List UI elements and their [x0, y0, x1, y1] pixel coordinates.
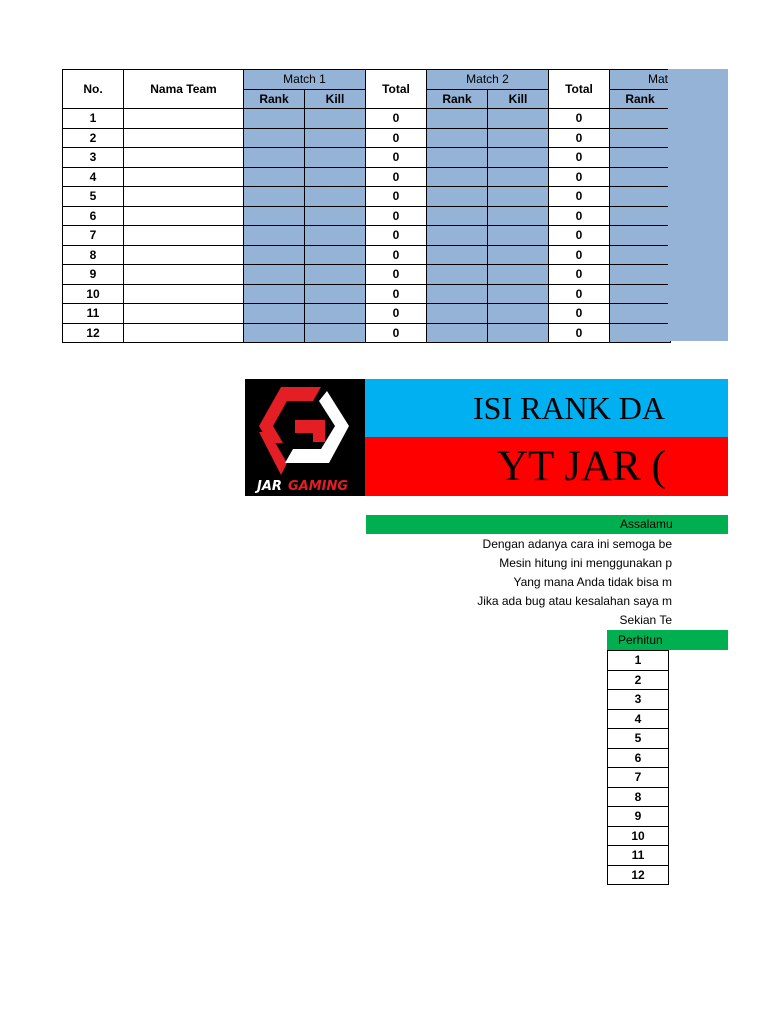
ranking-number: 5: [608, 729, 669, 749]
header-match-2: Match 2: [427, 70, 549, 90]
cell-match1-rank[interactable]: [244, 148, 305, 168]
cell-total-1: 0: [366, 284, 427, 304]
cell-match2-kill[interactable]: [488, 187, 549, 207]
table-row: [63, 128, 671, 148]
header-rank-2: Rank: [427, 89, 488, 109]
header-match-3: Mat: [610, 70, 671, 90]
header-rank-1: Rank: [244, 89, 305, 109]
cell-match1-rank[interactable]: [244, 304, 305, 324]
table-row: [63, 206, 671, 226]
cell-no: 6: [63, 206, 124, 226]
cell-total-2: 0: [549, 284, 610, 304]
cell-match3-rank[interactable]: [610, 187, 671, 207]
cell-team-name[interactable]: [124, 284, 244, 304]
ranking-number: 11: [608, 846, 669, 866]
cell-match1-kill[interactable]: [305, 206, 366, 226]
cell-match1-rank[interactable]: [244, 284, 305, 304]
cell-match2-kill[interactable]: [488, 304, 549, 324]
cell-match2-kill[interactable]: [488, 245, 549, 265]
cell-match1-kill[interactable]: [305, 167, 366, 187]
cell-match2-rank[interactable]: [427, 109, 488, 129]
cell-match2-rank[interactable]: [427, 323, 488, 343]
cell-team-name[interactable]: [124, 265, 244, 285]
cell-match1-rank[interactable]: [244, 187, 305, 207]
table-row: [63, 323, 671, 343]
header-total-1: Total: [366, 70, 427, 109]
ranking-row: [608, 748, 669, 768]
banner-title-top: ISI RANK DA: [365, 379, 728, 437]
cell-match1-rank[interactable]: [244, 206, 305, 226]
header-team-name: Nama Team: [124, 70, 244, 109]
ranking-header-spacer: [608, 630, 669, 651]
cell-total-2: 0: [549, 187, 610, 207]
cell-total-2: 0: [549, 323, 610, 343]
ranking-number: 1: [608, 651, 669, 671]
cell-no: 2: [63, 128, 124, 148]
cell-match2-rank[interactable]: [427, 187, 488, 207]
cell-match1-kill[interactable]: [305, 265, 366, 285]
ranking-header: Perhitun: [607, 630, 728, 650]
cell-match1-rank[interactable]: [244, 109, 305, 129]
ranking-number: 2: [608, 670, 669, 690]
table-row: [63, 148, 671, 168]
ranking-number: 6: [608, 748, 669, 768]
table-row: [63, 226, 671, 246]
cell-match2-kill[interactable]: [488, 148, 549, 168]
cell-total-1: 0: [366, 206, 427, 226]
cell-match2-rank[interactable]: [427, 128, 488, 148]
cell-no: 4: [63, 167, 124, 187]
cell-match1-rank[interactable]: [244, 167, 305, 187]
cell-total-2: 0: [549, 226, 610, 246]
cell-match2-kill[interactable]: [488, 167, 549, 187]
logo-text-jar: JAR: [257, 479, 282, 494]
header-kill-2: Kill: [488, 89, 549, 109]
cell-match1-kill[interactable]: [305, 128, 366, 148]
cell-match2-kill[interactable]: [488, 109, 549, 129]
ranking-number: 9: [608, 807, 669, 827]
cell-total-2: 0: [549, 206, 610, 226]
ranking-number: 3: [608, 690, 669, 710]
cell-match3-rank[interactable]: [610, 148, 671, 168]
cell-match1-rank[interactable]: [244, 128, 305, 148]
cell-match1-kill[interactable]: [305, 187, 366, 207]
cell-match1-rank[interactable]: [244, 226, 305, 246]
cell-match2-rank[interactable]: [427, 206, 488, 226]
cell-match2-kill[interactable]: [488, 206, 549, 226]
ranking-row: [608, 729, 669, 749]
ranking-number: 12: [608, 865, 669, 885]
ranking-row: [608, 865, 669, 885]
cell-match2-kill[interactable]: [488, 265, 549, 285]
cell-total-2: 0: [549, 304, 610, 324]
table-row: [63, 245, 671, 265]
note-line-1: Dengan adanya cara ini semoga be: [482, 537, 672, 551]
cell-no: 3: [63, 148, 124, 168]
cell-match2-rank[interactable]: [427, 245, 488, 265]
cell-team-name[interactable]: [124, 245, 244, 265]
cell-match2-rank[interactable]: [427, 226, 488, 246]
note-line-5: Sekian Te: [619, 613, 672, 627]
header-kill-1: Kill: [305, 89, 366, 109]
cell-team-name[interactable]: [124, 167, 244, 187]
cell-total-1: 0: [366, 323, 427, 343]
cell-match1-kill[interactable]: [305, 148, 366, 168]
cell-team-name[interactable]: [124, 206, 244, 226]
cell-no: 11: [63, 304, 124, 324]
cell-match3-rank[interactable]: [610, 226, 671, 246]
ranking-table: [607, 630, 669, 885]
cell-team-name[interactable]: [124, 226, 244, 246]
cell-team-name[interactable]: [124, 187, 244, 207]
cell-total-2: 0: [549, 167, 610, 187]
cell-match3-rank[interactable]: [610, 206, 671, 226]
cell-total-1: 0: [366, 128, 427, 148]
ranking-number: 4: [608, 709, 669, 729]
cell-match2-rank[interactable]: [427, 148, 488, 168]
cell-no: 5: [63, 187, 124, 207]
cell-match3-rank[interactable]: [610, 284, 671, 304]
table-row: [63, 304, 671, 324]
ranking-row: [608, 826, 669, 846]
cell-no: 9: [63, 265, 124, 285]
header-total-2: Total: [549, 70, 610, 109]
ranking-row: [608, 651, 669, 671]
ranking-row: [608, 846, 669, 866]
header-no: No.: [63, 70, 124, 109]
match-3-overflow-band: [668, 69, 728, 341]
cell-match1-rank[interactable]: [244, 245, 305, 265]
cell-match3-rank[interactable]: [610, 167, 671, 187]
ranking-row: [608, 690, 669, 710]
cell-match2-rank[interactable]: [427, 284, 488, 304]
header-match-1: Match 1: [244, 70, 366, 90]
cell-match2-kill[interactable]: [488, 226, 549, 246]
cell-match1-kill[interactable]: [305, 109, 366, 129]
logo-text-gaming: GAMING: [288, 479, 349, 494]
cell-match3-rank[interactable]: [610, 304, 671, 324]
cell-match1-kill[interactable]: [305, 284, 366, 304]
cell-total-2: 0: [549, 265, 610, 285]
cell-match3-rank[interactable]: [610, 128, 671, 148]
note-line-2: Mesin hitung ini menggunakan p: [499, 556, 672, 570]
cell-team-name[interactable]: [124, 304, 244, 324]
table-row: [63, 187, 671, 207]
cell-total-2: 0: [549, 148, 610, 168]
cell-match1-kill[interactable]: [305, 226, 366, 246]
cell-total-1: 0: [366, 109, 427, 129]
cell-total-1: 0: [366, 148, 427, 168]
cell-match2-rank[interactable]: [427, 265, 488, 285]
cell-match3-rank[interactable]: [610, 109, 671, 129]
ranking-number: 10: [608, 826, 669, 846]
note-line-4: Jika ada bug atau kesalahan saya m: [477, 594, 672, 608]
cell-match1-rank[interactable]: [244, 265, 305, 285]
cell-total-1: 0: [366, 167, 427, 187]
header-rank-3: Rank: [610, 89, 671, 109]
table-row: [63, 109, 671, 129]
cell-team-name[interactable]: [124, 148, 244, 168]
score-table: [62, 69, 671, 343]
cell-match2-kill[interactable]: [488, 284, 549, 304]
ranking-number: 7: [608, 768, 669, 788]
cell-total-1: 0: [366, 304, 427, 324]
ranking-row: [608, 670, 669, 690]
ranking-row: [608, 709, 669, 729]
cell-total-2: 0: [549, 245, 610, 265]
table-row: [63, 265, 671, 285]
ranking-number: 8: [608, 787, 669, 807]
cell-team-name[interactable]: [124, 323, 244, 343]
greeting-bar: Assalamu: [366, 515, 728, 534]
cell-total-1: 0: [366, 265, 427, 285]
cell-team-name[interactable]: [124, 109, 244, 129]
cell-total-1: 0: [366, 226, 427, 246]
ranking-row: [608, 768, 669, 788]
logo-emblem-icon: [245, 379, 365, 496]
cell-no: 12: [63, 323, 124, 343]
cell-no: 7: [63, 226, 124, 246]
table-row: [63, 167, 671, 187]
cell-match1-kill[interactable]: [305, 323, 366, 343]
cell-match2-kill[interactable]: [488, 128, 549, 148]
cell-team-name[interactable]: [124, 128, 244, 148]
cell-no: 10: [63, 284, 124, 304]
jar-gaming-logo: [245, 379, 365, 496]
cell-total-2: 0: [549, 109, 610, 129]
cell-total-2: 0: [549, 128, 610, 148]
ranking-row: [608, 787, 669, 807]
cell-match3-rank[interactable]: [610, 265, 671, 285]
cell-match3-rank[interactable]: [610, 323, 671, 343]
cell-total-1: 0: [366, 245, 427, 265]
cell-match2-kill[interactable]: [488, 323, 549, 343]
table-row: [63, 284, 671, 304]
cell-no: 1: [63, 109, 124, 129]
cell-match1-kill[interactable]: [305, 245, 366, 265]
cell-match2-rank[interactable]: [427, 167, 488, 187]
cell-no: 8: [63, 245, 124, 265]
banner-title-bottom: YT JAR (: [365, 437, 728, 496]
cell-total-1: 0: [366, 187, 427, 207]
cell-match3-rank[interactable]: [610, 245, 671, 265]
cell-match1-kill[interactable]: [305, 304, 366, 324]
cell-match2-rank[interactable]: [427, 304, 488, 324]
cell-match1-rank[interactable]: [244, 323, 305, 343]
note-line-3: Yang mana Anda tidak bisa m: [513, 575, 672, 589]
ranking-row: [608, 807, 669, 827]
